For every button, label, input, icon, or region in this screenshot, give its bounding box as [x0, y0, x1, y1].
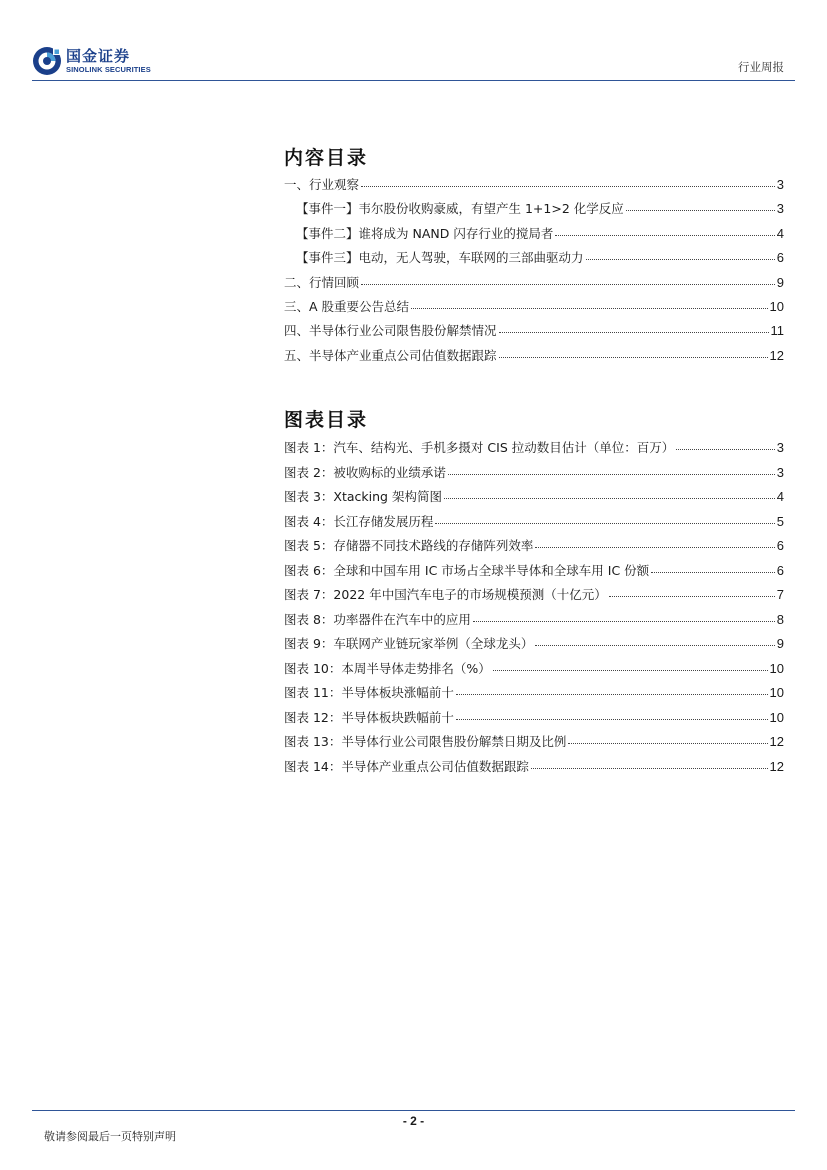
toc-item[interactable]: 【事件二】谁将成为 NAND 闪存行业的搅局者 4 [296, 225, 784, 241]
toc-item[interactable]: 二、行情回顾 9 [284, 274, 784, 290]
toc-item[interactable]: 五、半导体产业重点公司估值数据跟踪 12 [284, 347, 784, 363]
figure-item[interactable]: 图表 9：车联网产业链玩家举例（全球龙头） 9 [284, 636, 784, 651]
figure-item[interactable]: 图表 7：2022 年中国汽车电子的市场规模预测（十亿元） 7 [284, 587, 784, 602]
figure-item[interactable]: 图表 6：全球和中国车用 IC 市场占全球半导体和全球车用 IC 份额 6 [284, 562, 784, 578]
toc-item[interactable]: 三、A 股重要公告总结 10 [284, 298, 784, 314]
figure-item[interactable]: 图表 2：被收购标的业绩承诺 3 [284, 464, 784, 480]
logo-chinese-name: 国金证券 [66, 47, 131, 65]
page-number: - 2 - [402, 1114, 425, 1128]
figure-item[interactable]: 图表 4：长江存储发展历程 5 [284, 513, 784, 529]
figure-item[interactable]: 图表 14：半导体产业重点公司估值数据跟踪 12 [284, 758, 784, 774]
figure-item[interactable]: 图表 12：半导体板块跌幅前十 10 [284, 709, 784, 725]
page-header [0, 0, 827, 85]
figure-item[interactable]: 图表 13：半导体行业公司限售股份解禁日期及比例 12 [284, 734, 784, 749]
toc-item[interactable]: 【事件一】韦尔股份收购豪威，有望产生 1+1>2 化学反应 3 [296, 201, 784, 217]
header-divider [32, 80, 795, 81]
sinolink-logo-icon [32, 46, 62, 76]
contents-list [284, 175, 784, 370]
footer-divider [32, 1110, 795, 1111]
figures-title: 图表目录 [284, 409, 369, 431]
figure-item[interactable]: 图表 10：本周半导体走势排名（%） 10 [284, 660, 784, 676]
figures-list [284, 438, 784, 781]
toc-item[interactable]: 一、行业观察 3 [284, 177, 784, 192]
contents-title: 内容目录 [284, 147, 369, 169]
figure-item[interactable]: 图表 8：功率器件在汽车中的应用 8 [284, 611, 784, 627]
logo-english-name: SINOLINK SECURITIES [66, 65, 151, 74]
disclaimer-text: 敬请参阅最后一页特别声明 [44, 1130, 176, 1143]
figure-item[interactable]: 图表 5：存储器不同技术路线的存储阵列效率 6 [284, 538, 784, 553]
figure-item[interactable]: 图表 3：Xtacking 架构简图 4 [284, 489, 784, 504]
company-logo [32, 46, 151, 76]
figure-item[interactable]: 图表 11：半导体板块涨幅前十 10 [284, 685, 784, 700]
toc-item[interactable]: 四、半导体行业公司限售股份解禁情况 11 [284, 323, 784, 339]
figure-item[interactable]: 图表 1：汽车、结构光、手机多摄对 CIS 拉动数目估计（单位：百万） 3 [284, 440, 784, 455]
report-type-label: 行业周报 [738, 60, 784, 74]
toc-item[interactable]: 【事件三】电动，无人驾驶，车联网的三部曲驱动力 6 [296, 250, 784, 266]
